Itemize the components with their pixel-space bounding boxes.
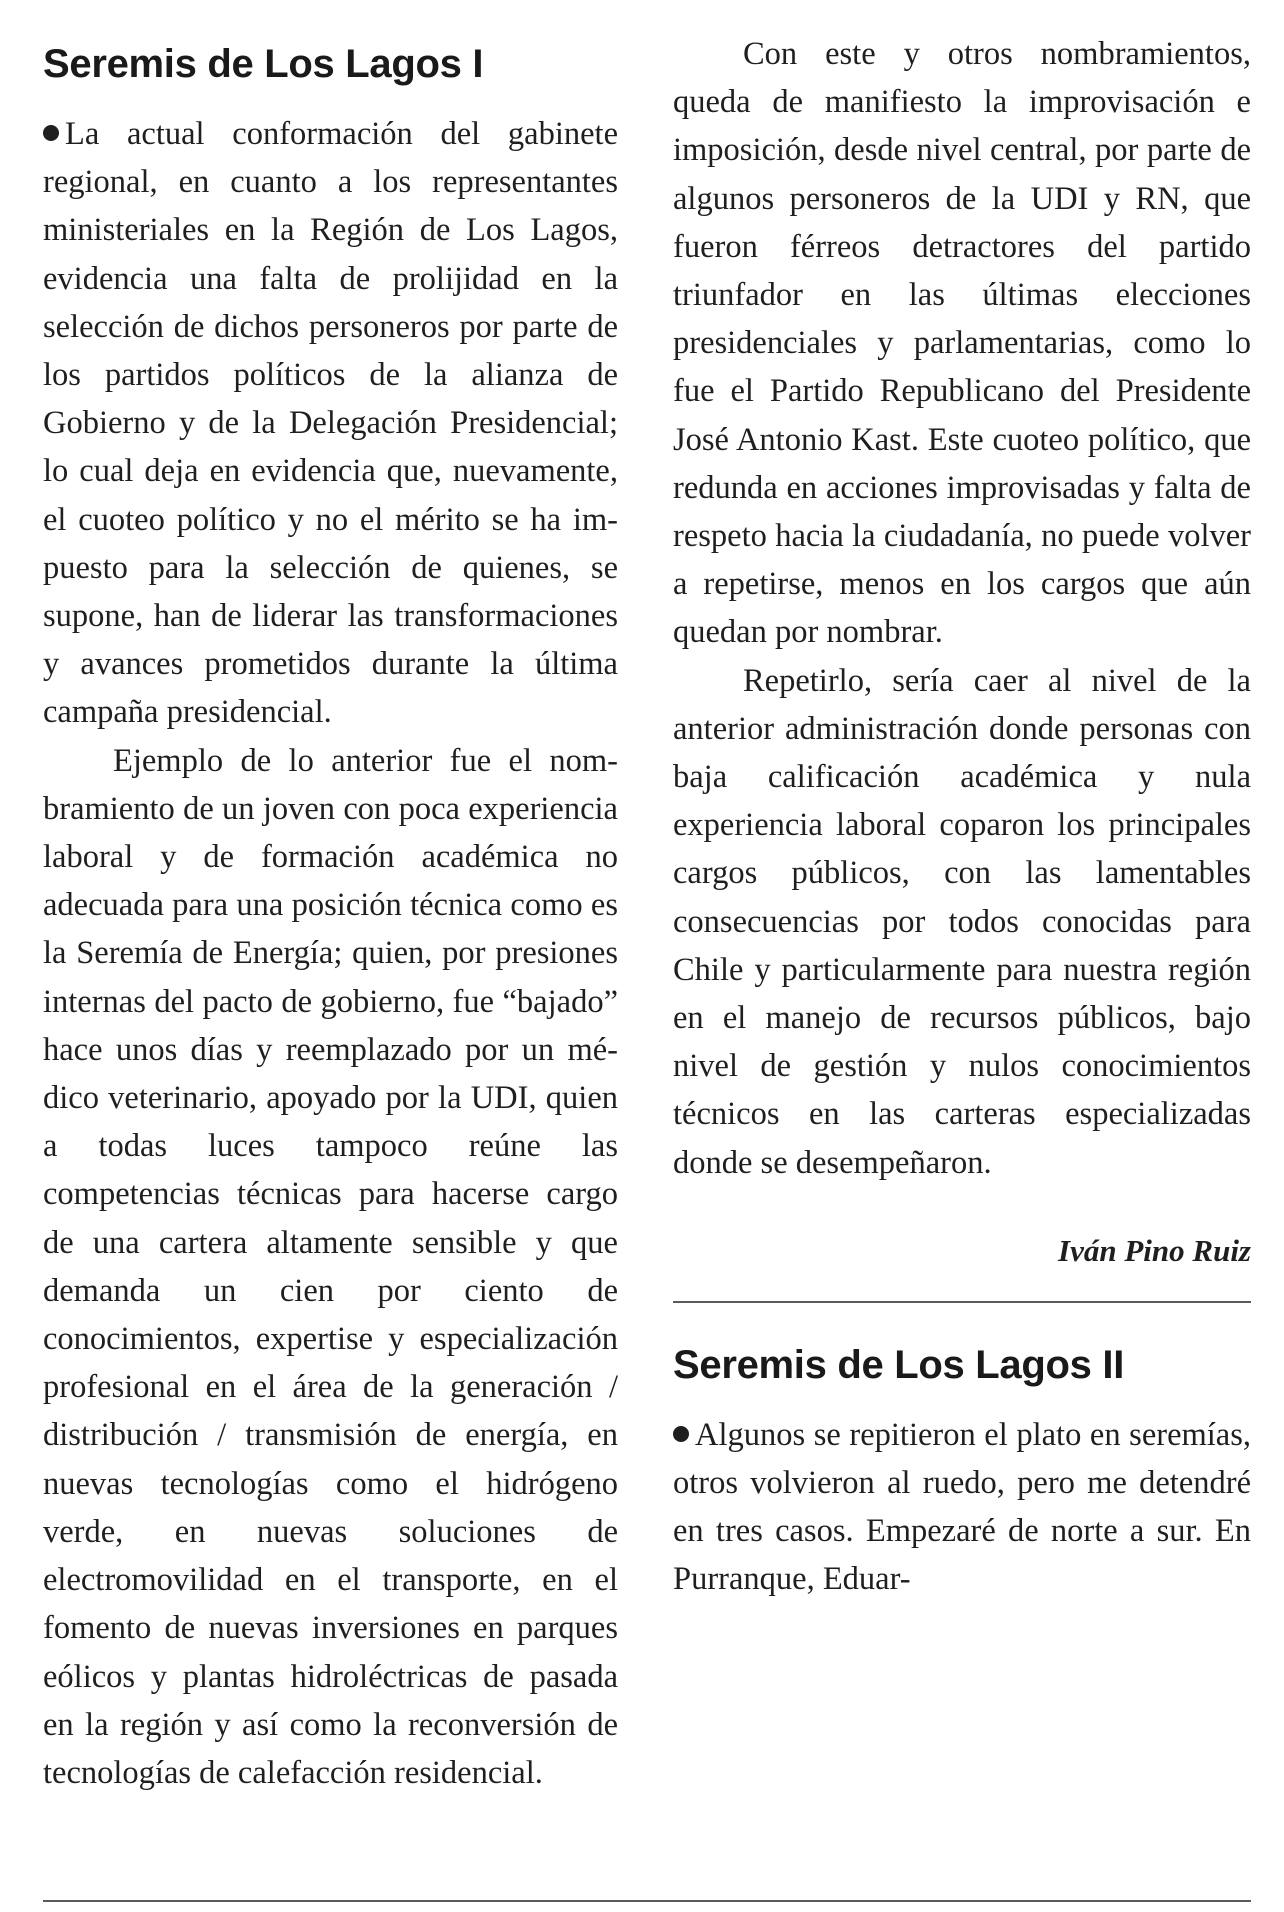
letter2-title: Seremis de Los Lagos II: [673, 1342, 1125, 1387]
letter2-paragraph-1-text: Algunos se repitieron el plato en seremías, otros volvieron al ruedo, pero me detendré en tres casos. Empezaré de norte a sur. En Purranque, Eduar-: [673, 1416, 1251, 1598]
bottom-rule: [43, 1900, 1251, 1902]
bullet-icon: [673, 1426, 689, 1442]
letter1-signature: Iván Pino Ruiz: [1058, 1232, 1251, 1268]
letter2-paragraph-1: [673, 1411, 1251, 1604]
letter1-title: Seremis de Los Lagos I: [43, 42, 484, 86]
letter1-paragraph-2: Ejemplo de lo anterior fue el nombramiento de un joven con poca experiencia laboral y de formación académica no adecuada para una posición técnica como es la Seremía de Energía; quien, por presiones internas del pacto de gobierno, fue “bajado” hace unos días y reemplazado por un médico veterinario, apoyado por la UDI, quien a todas luces tampoco reúne las competencias técnicas para hacerse cargo de una cartera altamente sensible y que demanda un cien por ciento de conocimientos, expertise y especialización profesional en el área de la generación / distribución / transmisión de energía, en nuevas tecnologías como el hidrógeno verde, en nuevas soluciones de electromovilidad en el transporte, en el fomento de nuevas inversiones en parques eólicos y plantas hidroléctricas de pasada en la región y así como la reconversión de tecnologías de calefacción residencial.: [43, 742, 618, 1791]
right-column: [673, 30, 1251, 1604]
section-divider: [673, 1301, 1251, 1303]
bullet-icon: [43, 125, 59, 141]
left-column: [43, 30, 618, 1797]
letter1-paragraph-4: Repetirlo, sería caer al nivel de la anterior administración donde personas con baja calificación académica y nula experiencia laboral coparon los principales cargos públicos, con las lamentables consecuencias por todos conocidas para Chile y particularmente para nuestra región en el manejo de recursos públicos, bajo nivel de gestión y nulos conocimientos técnicos en las carteras especializadas donde se desempeñaron.: [673, 662, 1251, 1181]
letter1-paragraph-1: [43, 110, 618, 737]
letter1-paragraph-3: Con este y otros nombramientos, queda de manifiesto la improvisación e imposición, desde nivel central, por parte de algunos personeros de la UDI y RN, que fueron férreos detractores del partido triunfador en las últimas elecciones presidenciales y parlamentarias, como lo fue el Partido Republicano del Presidente José Antonio Kast. Este cuoteo político, que redunda en acciones improvisadas y falta de respeto hacia la ciudadanía, no puede volver a repetirse, menos en los cargos que aún quedan por nombrar.: [673, 36, 1251, 651]
letter1-paragraph-1-text: La actual conformación del gabinete regional, en cuanto a los representantes ministeriales en la Región de Los Lagos, evidencia una falta de prolijidad en la selección de dichos personeros por parte de los partidos políticos de la alianza de Gobierno y de la Delegación Presidencial; lo cual deja en evidencia que, nuevamente, el cuoteo político y no el mérito se ha impuesto para la selección de quienes, se supone, han de liderar las transformaciones y avances prometidos durante la última campaña presidencial.: [43, 116, 618, 731]
